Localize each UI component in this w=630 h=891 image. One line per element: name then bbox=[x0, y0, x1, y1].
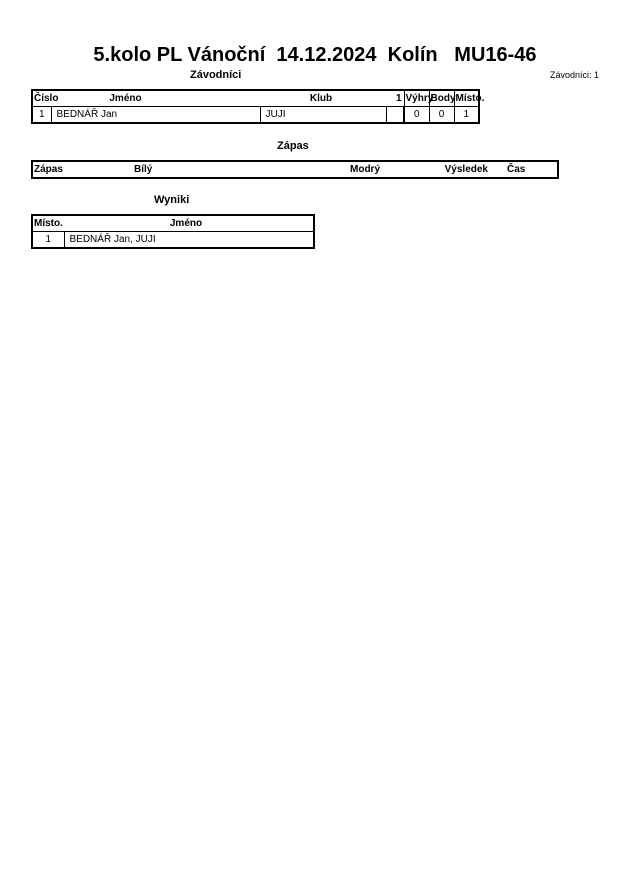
table-row bbox=[32, 107, 479, 124]
col-blue: Modrý bbox=[350, 164, 380, 175]
col-points: Body bbox=[429, 90, 454, 107]
results-table bbox=[31, 214, 315, 249]
col-match: Zápas bbox=[34, 164, 63, 175]
page-title: 5.kolo PL Vánoční 14.12.2024 Kolín MU16-46 bbox=[93, 44, 537, 66]
col-time: Čas bbox=[507, 164, 526, 175]
competitors-count: Závodníci: 1 bbox=[549, 70, 599, 80]
col-club: Klub bbox=[309, 93, 333, 104]
results-heading: Wyniki bbox=[154, 194, 190, 206]
result-name: BEDNÁŘ Jan, JUJI bbox=[64, 232, 314, 249]
col-result-name: Jméno bbox=[169, 218, 203, 229]
competitor-wins: 0 bbox=[404, 107, 429, 124]
competitors-table bbox=[31, 89, 485, 124]
matches-header-row bbox=[32, 161, 558, 178]
col-result: Výsledek bbox=[444, 164, 488, 175]
competitor-match-1 bbox=[386, 107, 404, 124]
competitors-heading: Závodníci bbox=[190, 69, 242, 81]
results-header-row bbox=[32, 215, 314, 232]
col-match-1: 1 bbox=[395, 93, 402, 104]
col-white: Bílý bbox=[134, 164, 153, 175]
col-place: Místo. bbox=[454, 90, 479, 107]
competitor-number: 1 bbox=[32, 107, 51, 124]
table-row bbox=[32, 232, 314, 249]
col-name: Jméno bbox=[109, 93, 142, 104]
competitor-name: BEDNÁŘ Jan bbox=[51, 107, 260, 124]
col-number: Číslo bbox=[34, 93, 59, 104]
col-result-place: Místo. bbox=[34, 218, 63, 229]
matches-table bbox=[31, 160, 559, 179]
col-wins: Výhry bbox=[404, 90, 429, 107]
result-place: 1 bbox=[32, 232, 64, 249]
matches-heading: Zápas bbox=[277, 140, 309, 152]
competitor-place: 1 bbox=[454, 107, 479, 124]
competitor-points: 0 bbox=[429, 107, 454, 124]
competitor-club: JUJI bbox=[260, 107, 386, 124]
competitors-header-row bbox=[32, 90, 479, 107]
